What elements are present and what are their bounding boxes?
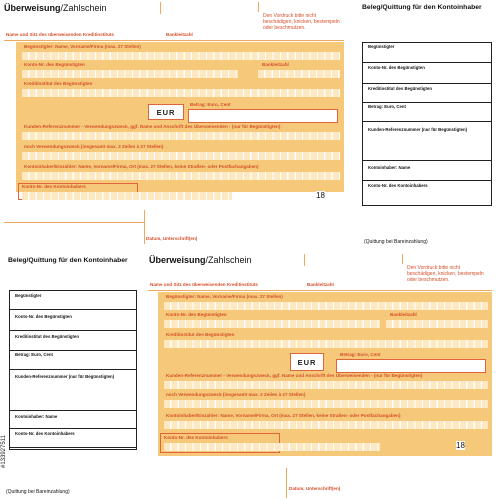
reference-label: Kunden-Referenznummer - Verwendungszweck, ggf. Name und Anschrift des Überweisenden - (nur für Begünstigten) [166, 373, 423, 378]
blz-label: Bankleitzahl [307, 282, 334, 287]
purpose-field[interactable] [164, 400, 488, 408]
payee-bank-label: Kreditinstitut des Begünstigten [166, 332, 235, 337]
payee-bank-field[interactable] [164, 340, 488, 348]
payer-account-label: Konto-Nr. des Kontoinhabers [164, 435, 228, 440]
receipt-holder-account-label: Konto-Nr. des Kontoinhabers [15, 431, 75, 436]
payee-blz-label: Bankleitzahl [390, 312, 417, 317]
receipt-payee-bank-label: Kreditinstitut des Begünstigten [368, 86, 432, 91]
receipt-payee-bank-label: Kreditinstitut des Begünstigten [15, 334, 79, 339]
receipt-holder-label: Kontoinhaber: Name [15, 414, 58, 419]
handling-note: Den Vordruck bitte nicht beschädigen, knicken, bestempeln oder beschmutzen. [263, 13, 340, 31]
payee-name-label: Begünstigter: Name, Vorname/Firma (max. 27 Stellen) [24, 44, 141, 49]
amount-label: Betrag: Euro, Cent [340, 352, 381, 357]
payee-bank-field[interactable] [22, 89, 340, 97]
receipt-payee-label: Begünstigter [15, 293, 42, 298]
blz-label: Bankleitzahl [166, 32, 193, 37]
payee-account-label: Konto-Nr. des Begünstigten [166, 312, 227, 317]
form-title: Überweisung/Zahlschein [4, 3, 107, 13]
signature-label: Datum, Unterschrift(en) [289, 486, 341, 491]
payer-account-field[interactable] [22, 192, 232, 200]
payer-account-label: Konto-Nr. des Kontoinhabers [22, 184, 86, 189]
receipt-cash-note: (Quittung bei Bareinzahlung) [6, 489, 70, 495]
payee-blz-label: Bankleitzahl [262, 62, 289, 67]
payer-label: Kontoinhaber/Einzahler: Name, Vorname/Firma, Ort (max. 27 Stellen, keine Straßen- oder Postfachangaben) [24, 164, 259, 169]
reference-label: Kunden-Referenznummer - Verwendungszweck, ggf. Name und Anschrift des Überweisenden - (nur für Begünstigten) [24, 124, 281, 129]
receipt-reference-label: Kunden-Referenznummer (nur für Begünstigten) [368, 127, 468, 132]
receipt-amount-label: Betrag: Euro, Cent [15, 352, 53, 357]
purpose-label: noch Verwendungszweck (insgesamt max. 2 Zeilen à 27 Stellen) [24, 144, 164, 149]
receipt-amount-label: Betrag: Euro, Cent [368, 104, 406, 109]
receipt-title: Beleg/Quittung für den Kontoinhaber [362, 4, 482, 11]
purpose-label: noch Verwendungszweck (insgesamt max. 2 Zeilen à 27 Stellen) [166, 392, 306, 397]
payer-label: Kontoinhaber/Einzahler: Name, Vorname/Firma, Ort (max. 27 Stellen, keine Straßen- oder Postfachangaben) [166, 413, 401, 418]
payee-name-label: Begünstigter: Name, Vorname/Firma (max. 27 Stellen) [166, 294, 283, 299]
payer-name-field[interactable] [22, 172, 340, 180]
form-code: 18 [316, 191, 325, 200]
payee-name-field[interactable] [164, 302, 488, 310]
transfer-form-bottom [146, 250, 496, 500]
reference-field[interactable] [22, 132, 340, 140]
handling-note: Den Vordruck bitte nicht beschädigen, knicken, bestempeln oder beschmutzen. [407, 265, 484, 283]
payee-account-label: Konto-Nr. des Begünstigten [24, 62, 85, 67]
payer-name-field[interactable] [164, 421, 488, 429]
currency-box: EUR [290, 353, 324, 371]
receipt-holder-account-label: Konto-Nr. des Kontoinhabers [368, 183, 428, 188]
payer-account-field[interactable] [164, 443, 380, 451]
currency-box: EUR [148, 104, 184, 120]
receipt-cash-note: (Quittung bei Bareinzahlung) [364, 239, 428, 245]
bank-name-label: Name und Sitz des überweisenden Kreditinstituts [6, 32, 114, 37]
receipt-title: Beleg/Quittung für den Kontoinhaber [8, 257, 128, 264]
amount-field[interactable] [336, 359, 486, 373]
signature-label: Datum, Unterschrift(en) [146, 236, 198, 241]
bank-name-label: Name und Sitz des überweisenden Kreditinstituts [150, 282, 258, 287]
stock-side-id: #133927511 [1, 435, 7, 468]
receipt-payee-label: Begünstigter [368, 44, 395, 49]
amount-label: Betrag: Euro, Cent [190, 102, 231, 107]
purpose-field[interactable] [22, 152, 340, 160]
form-title: Überweisung/Zahlschein [149, 255, 252, 265]
payee-blz-field[interactable] [386, 320, 488, 328]
payee-blz-field[interactable] [258, 70, 340, 78]
receipt-holder-label: Kontoinhaber: Name [368, 165, 411, 170]
receipt-top [352, 0, 496, 250]
reference-field[interactable] [164, 381, 488, 389]
amount-field[interactable] [188, 109, 338, 123]
transfer-form-top [0, 0, 350, 245]
payee-account-field[interactable] [164, 320, 380, 328]
receipt-payee-account-label: Konto-Nr. des Begünstigten [15, 314, 72, 319]
form-code: 18 [456, 441, 465, 450]
receipt-payee-account-label: Konto-Nr. des Begünstigten [368, 65, 425, 70]
payee-account-field[interactable] [22, 70, 238, 78]
payee-name-field[interactable] [22, 52, 340, 60]
payee-bank-label: Kreditinstitut des Begünstigten [24, 81, 93, 86]
receipt-reference-label: Kunden-Referenznummer (nur für Begünstigten) [15, 374, 115, 379]
receipt-bottom [0, 250, 145, 500]
